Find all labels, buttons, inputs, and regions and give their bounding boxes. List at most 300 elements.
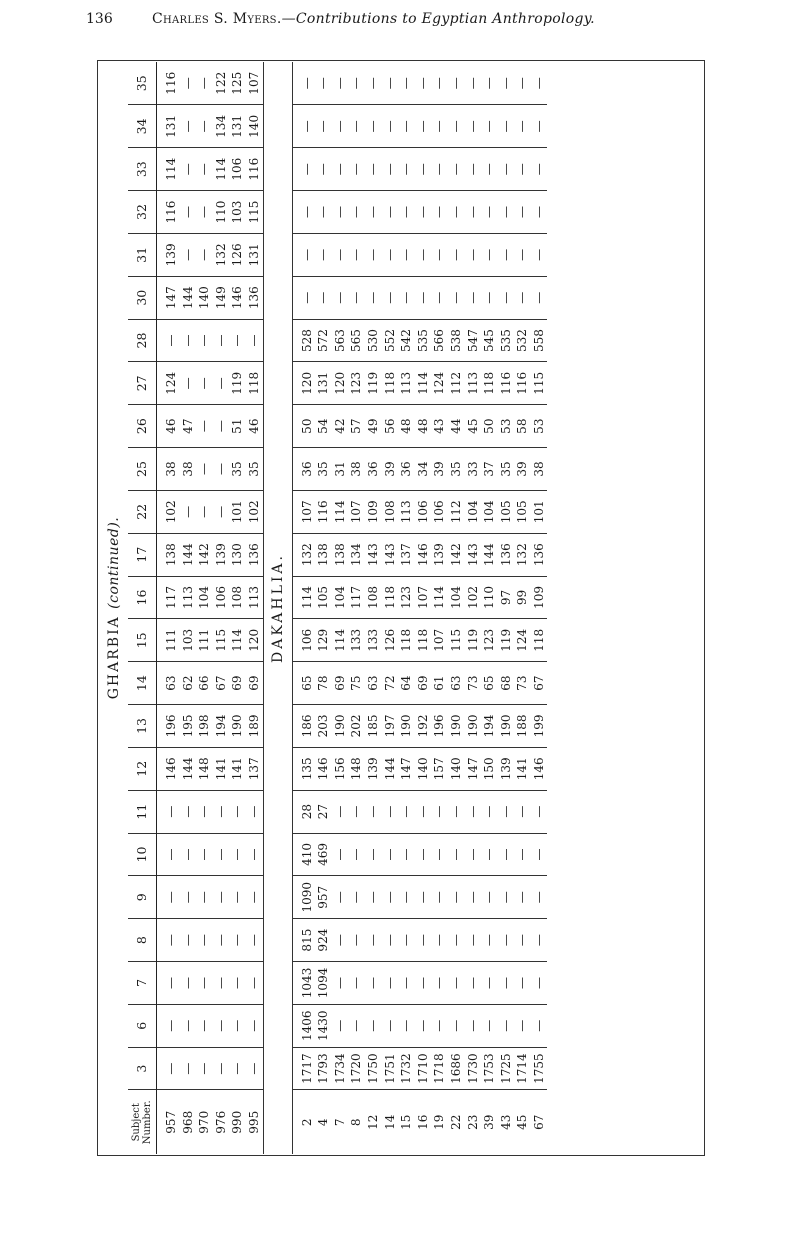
measurement-cell: 190	[465, 705, 482, 748]
measurement-cell: —	[431, 962, 448, 1005]
measurement-cell: 35	[246, 448, 263, 491]
measurement-cell: —	[246, 1047, 263, 1090]
measurement-cell: 141	[229, 747, 246, 790]
measurement-cell: 110	[213, 191, 230, 234]
measurement-cell: 140	[415, 747, 432, 790]
measurement-cell: 196	[163, 705, 180, 748]
measurement-cell: 136	[246, 276, 263, 319]
measurement-cell: 68	[498, 662, 515, 705]
measurement-cell: —	[514, 105, 531, 148]
measurement-cell: —	[498, 77, 513, 90]
measurement-cell: —	[332, 276, 349, 319]
measurement-cell: 38	[163, 448, 180, 491]
measurement-cell: —	[531, 919, 548, 962]
measurement-cell: —	[213, 448, 230, 491]
measurement-cell: —	[448, 1004, 465, 1047]
measurement-cell: 149	[213, 276, 230, 319]
measurement-cell: 1090	[299, 876, 316, 919]
column-header: 13	[128, 705, 157, 748]
measurement-cell: 48	[398, 405, 415, 448]
measurement-cell: 190	[229, 705, 246, 748]
measurement-cell: 139	[365, 747, 382, 790]
measurement-cell: 111	[196, 619, 213, 662]
measurement-cell: —	[382, 77, 397, 90]
measurement-cell: —	[365, 962, 382, 1005]
measurement-cell: —	[246, 790, 263, 833]
running-title	[152, 11, 595, 27]
measurement-cell: 50	[299, 405, 316, 448]
measurement-cell: —	[498, 1004, 515, 1047]
measurement-cell: 113	[465, 362, 482, 405]
measurement-cell: —	[348, 233, 365, 276]
measurement-cell: 143	[382, 533, 399, 576]
measurement-cell: —	[481, 105, 498, 148]
measurement-cell: 39	[514, 448, 531, 491]
measurement-cell: —	[316, 77, 331, 90]
measurement-cell: 116	[164, 71, 178, 95]
measurement-cell: 542	[398, 319, 415, 362]
measurement-cell: —	[481, 148, 498, 191]
measurement-cell: —	[365, 233, 382, 276]
measurement-cell: 203	[315, 705, 332, 748]
measurement-cell: 63	[448, 662, 465, 705]
measurement-cell: 1734	[332, 1047, 349, 1090]
measurement-cell: 131	[229, 105, 246, 148]
measurement-cell: —	[196, 148, 213, 191]
measurement-cell: 102	[465, 576, 482, 619]
measurement-cell: 123	[348, 362, 365, 405]
measurement-cell: 107	[348, 490, 365, 533]
measurement-cell: 66	[196, 662, 213, 705]
measurement-cell: 117	[348, 576, 365, 619]
measurement-cell: 114	[332, 490, 349, 533]
measurement-cell: —	[448, 833, 465, 876]
measurement-cell: —	[246, 919, 263, 962]
column-header: 17	[128, 533, 157, 576]
table-row	[398, 62, 415, 1154]
measurement-cell: 38	[348, 448, 365, 491]
measurement-cell: 116	[498, 362, 515, 405]
measurement-cell: —	[365, 77, 380, 90]
column-header: 8	[128, 919, 157, 962]
measurement-cell: —	[481, 276, 498, 319]
measurement-cell: 118	[481, 362, 498, 405]
measurement-cell: 190	[398, 705, 415, 748]
column-header: 11	[128, 790, 157, 833]
measurement-cell: 34	[415, 448, 432, 491]
measurement-cell: 189	[246, 705, 263, 748]
measurement-cell: —	[196, 962, 213, 1005]
measurement-cell: 1793	[315, 1047, 332, 1090]
measurement-cell: 109	[365, 490, 382, 533]
measurement-cell: —	[163, 962, 180, 1005]
measurement-cell: 39	[431, 448, 448, 491]
measurement-cell: —	[498, 962, 515, 1005]
measurement-cell: —	[398, 233, 415, 276]
measurement-cell: —	[415, 191, 432, 234]
running-header	[0, 0, 800, 42]
measurement-cell: —	[465, 919, 482, 962]
measurement-cell: —	[448, 148, 465, 191]
measurement-cell: 112	[448, 490, 465, 533]
measurement-cell: 46	[163, 405, 180, 448]
table-row	[465, 62, 482, 1154]
measurement-cell: 143	[465, 533, 482, 576]
measurement-cell: 99	[514, 576, 531, 619]
measurement-cell: 147	[465, 747, 482, 790]
measurement-cell: —	[213, 405, 230, 448]
measurement-cell: 124	[514, 619, 531, 662]
measurement-cell: —	[365, 833, 382, 876]
measurement-cell: —	[481, 790, 498, 833]
measurement-cell: —	[213, 1047, 230, 1090]
measurement-cell: 136	[531, 533, 548, 576]
measurement-cell: 410	[299, 833, 316, 876]
measurement-cell: 133	[365, 619, 382, 662]
measurement-cell: —	[398, 876, 415, 919]
measurement-cell: 105	[514, 490, 531, 533]
measurement-cell: —	[315, 276, 332, 319]
measurement-cell: 141	[514, 747, 531, 790]
measurement-cell: 146	[315, 747, 332, 790]
measurement-cell: 72	[382, 662, 399, 705]
measurement-cell: —	[531, 1004, 548, 1047]
measurement-cell: 42	[332, 405, 349, 448]
measurement-cell: 43	[431, 405, 448, 448]
measurement-cell: —	[180, 105, 197, 148]
measurement-cell: —	[348, 919, 365, 962]
measurement-cell: —	[163, 1047, 180, 1090]
measurement-cell: 532	[514, 319, 531, 362]
measurement-cell: 105	[315, 576, 332, 619]
measurement-cell: —	[315, 233, 332, 276]
measurement-cell: 1750	[365, 1047, 382, 1090]
measurement-cell: —	[431, 105, 448, 148]
measurement-cell: —	[415, 876, 432, 919]
measurement-cell: 565	[348, 319, 365, 362]
measurement-cell: 197	[382, 705, 399, 748]
measurement-cell: 124	[163, 362, 180, 405]
measurement-cell: —	[465, 276, 482, 319]
measurement-cell: —	[163, 319, 180, 362]
column-header: 31	[128, 233, 157, 276]
measurement-cell: 131	[246, 233, 263, 276]
measurement-cell: —	[365, 790, 382, 833]
measurement-cell: —	[498, 233, 515, 276]
measurement-cell: 67	[213, 662, 230, 705]
measurement-cell: 530	[365, 319, 382, 362]
measurement-cell: 924	[315, 919, 332, 962]
measurement-cell: 112	[448, 362, 465, 405]
measurement-cell: —	[415, 105, 432, 148]
measurement-cell: —	[365, 876, 382, 919]
measurement-cell: —	[415, 77, 430, 90]
measurement-cell: 118	[398, 619, 415, 662]
measurement-cell: —	[448, 876, 465, 919]
section-title: DAKAHLIA.	[263, 62, 292, 1154]
measurement-cell: —	[332, 833, 349, 876]
measurement-cell: —	[531, 962, 548, 1005]
measurement-cell: —	[531, 233, 548, 276]
measurement-cell: 53	[498, 405, 515, 448]
measurement-cell: —	[246, 876, 263, 919]
measurement-cell: —	[348, 148, 365, 191]
measurement-cell: 126	[229, 233, 246, 276]
measurement-cell: 144	[180, 533, 197, 576]
measurement-cell: 147	[163, 276, 180, 319]
measurement-cell: 1406	[299, 1004, 316, 1047]
measurement-cell: 104	[481, 490, 498, 533]
measurement-cell: —	[514, 276, 531, 319]
measurement-cell: —	[246, 319, 263, 362]
measurement-cell: —	[299, 233, 316, 276]
measurement-cell: —	[448, 276, 465, 319]
measurement-cell: —	[498, 148, 515, 191]
measurement-cell: —	[246, 1004, 263, 1047]
subject-number-cell: 22	[448, 1090, 465, 1154]
measurement-cell: 120	[246, 619, 263, 662]
measurement-cell: 104	[448, 576, 465, 619]
measurement-cell: —	[415, 962, 432, 1005]
measurement-cell: —	[514, 148, 531, 191]
measurement-cell: —	[398, 191, 415, 234]
measurement-cell: 106	[213, 576, 230, 619]
measurement-cell: —	[348, 962, 365, 1005]
measurement-cell: —	[498, 105, 515, 148]
column-header: 30	[128, 276, 157, 319]
measurement-cell: 50	[481, 405, 498, 448]
table-row	[163, 62, 180, 1154]
table-row	[196, 62, 213, 1154]
measurement-cell: 133	[348, 619, 365, 662]
measurement-cell: —	[163, 919, 180, 962]
measurement-cell: 113	[180, 576, 197, 619]
subject-number-cell: 43	[498, 1090, 515, 1154]
measurement-cell: —	[465, 790, 482, 833]
measurement-cell: 138	[332, 533, 349, 576]
measurement-cell: 27	[315, 790, 332, 833]
measurement-cell: —	[349, 77, 364, 90]
measurement-cell: 106	[299, 619, 316, 662]
measurement-cell: —	[348, 105, 365, 148]
subject-number-cell: 23	[465, 1090, 482, 1154]
measurement-cell: —	[399, 77, 414, 90]
measurement-cell: —	[431, 1004, 448, 1047]
measurement-cell: 108	[382, 490, 399, 533]
measurement-cell: 33	[465, 448, 482, 491]
measurement-cell: —	[348, 1004, 365, 1047]
measurement-cell: 140	[448, 747, 465, 790]
measurement-cell: —	[515, 77, 530, 90]
subject-number-cell: 995	[246, 1090, 263, 1154]
measurement-cell: 65	[481, 662, 498, 705]
measurement-cell: 1718	[431, 1047, 448, 1090]
measurement-cell: 141	[213, 747, 230, 790]
measurement-cell: —	[213, 490, 230, 533]
measurement-cell: —	[531, 276, 548, 319]
measurement-cell: 124	[431, 362, 448, 405]
measurement-cell: 111	[163, 619, 180, 662]
measurement-cell: —	[180, 1004, 197, 1047]
measurement-cell: 115	[246, 191, 263, 234]
measurement-cell: —	[465, 876, 482, 919]
measurement-cell: 47	[180, 405, 197, 448]
measurement-cell: 102	[163, 490, 180, 533]
measurement-cell: 196	[431, 705, 448, 748]
measurement-cell: —	[398, 1004, 415, 1047]
measurement-cell: 108	[365, 576, 382, 619]
author-name: Charles S. Myers.	[152, 11, 282, 27]
measurement-cell: 63	[365, 662, 382, 705]
measurement-cell: 118	[531, 619, 548, 662]
measurement-cell: 139	[498, 747, 515, 790]
measurement-cell: 134	[213, 105, 230, 148]
measurement-cell: 194	[481, 705, 498, 748]
measurement-cell: —	[348, 833, 365, 876]
measurement-cell: 192	[415, 705, 432, 748]
measurement-cell: 61	[431, 662, 448, 705]
measurement-cell: —	[163, 1004, 180, 1047]
measurement-cell: 104	[332, 576, 349, 619]
measurement-cell: —	[431, 790, 448, 833]
measurement-cell: 58	[514, 405, 531, 448]
measurement-cell: 101	[531, 490, 548, 533]
subject-number-cell: 19	[431, 1090, 448, 1154]
measurement-cell: —	[514, 833, 531, 876]
measurement-cell: —	[196, 1004, 213, 1047]
subject-number-cell: 45	[514, 1090, 531, 1154]
measurement-cell: 38	[180, 448, 197, 491]
measurement-cell: 132	[299, 533, 316, 576]
measurement-cell: 1717	[299, 1047, 316, 1090]
measurement-cell: —	[498, 919, 515, 962]
measurement-cell: —	[382, 105, 399, 148]
measurement-cell: —	[213, 962, 230, 1005]
measurement-cell: —	[332, 790, 349, 833]
measurement-cell: —	[415, 1004, 432, 1047]
measurement-cell: 132	[514, 533, 531, 576]
table-row	[315, 62, 332, 1154]
measurement-cell: 140	[196, 276, 213, 319]
measurement-cell: —	[299, 148, 316, 191]
measurement-cell: 190	[448, 705, 465, 748]
measurement-cell: —	[465, 191, 482, 234]
measurement-cell: 107	[431, 619, 448, 662]
column-header-row	[128, 62, 157, 1154]
measurement-cell: —	[448, 233, 465, 276]
measurement-cell: 116	[246, 148, 263, 191]
measurement-cell: —	[431, 233, 448, 276]
measurement-cell: 538	[448, 319, 465, 362]
subject-number-header: Subject Number.	[128, 1090, 157, 1154]
measurement-cell: —	[196, 919, 213, 962]
measurement-cell: 73	[514, 662, 531, 705]
measurement-cell: —	[498, 876, 515, 919]
measurement-cell: —	[481, 919, 498, 962]
measurement-cell: 1686	[448, 1047, 465, 1090]
measurement-cell: —	[196, 191, 213, 234]
measurement-cell: 194	[213, 705, 230, 748]
measurement-cell: —	[431, 833, 448, 876]
table-row	[382, 62, 399, 1154]
measurement-cell: —	[196, 319, 213, 362]
measurement-cell: —	[180, 191, 197, 234]
subject-number-cell: 4	[315, 1090, 332, 1154]
column-header: 7	[128, 962, 157, 1005]
measurement-cell: 107	[299, 490, 316, 533]
measurement-cell: 69	[246, 662, 263, 705]
column-header: 6	[128, 1004, 157, 1047]
measurement-cell: 1094	[315, 962, 332, 1005]
measurement-cell: 138	[315, 533, 332, 576]
measurement-cell: 35	[448, 448, 465, 491]
column-header: 3	[128, 1047, 157, 1090]
measurement-cell: 558	[531, 319, 548, 362]
measurement-cell: 552	[382, 319, 399, 362]
measurement-cell: —	[180, 319, 197, 362]
measurement-cell: 101	[229, 490, 246, 533]
measurement-cell: 106	[415, 490, 432, 533]
measurement-cell: 110	[481, 576, 498, 619]
measurement-cell: 137	[398, 533, 415, 576]
measurement-cell: —	[348, 191, 365, 234]
measurement-cell: 115	[213, 619, 230, 662]
measurement-cell: —	[531, 191, 548, 234]
measurement-cell: —	[332, 962, 349, 1005]
measurement-cell: 114	[431, 576, 448, 619]
measurement-cell: 815	[299, 919, 316, 962]
measurement-cell: —	[246, 962, 263, 1005]
measurement-cell: 469	[315, 833, 332, 876]
column-header: 35	[128, 62, 157, 105]
measurement-cell: 1730	[465, 1047, 482, 1090]
measurement-cell: —	[196, 362, 213, 405]
subject-number-cell: 7	[332, 1090, 349, 1154]
measurement-cell: —	[448, 105, 465, 148]
subject-number-cell: 15	[398, 1090, 415, 1154]
measurement-cell: —	[196, 233, 213, 276]
measurement-cell: —	[465, 1004, 482, 1047]
measurement-cell: 185	[365, 705, 382, 748]
measurement-cell: 195	[180, 705, 197, 748]
measurement-cell: 116	[315, 490, 332, 533]
measurement-cell: —	[398, 148, 415, 191]
measurement-cell: —	[398, 105, 415, 148]
measurement-cell: 113	[398, 490, 415, 533]
measurement-cell: 115	[531, 362, 548, 405]
measurement-cell: —	[398, 919, 415, 962]
measurement-cell: 134	[348, 533, 365, 576]
measurement-cell: —	[229, 319, 246, 362]
column-header: 15	[128, 619, 157, 662]
measurement-cell: 116	[514, 362, 531, 405]
measurement-cell: 63	[163, 662, 180, 705]
measurement-cell: 28	[299, 790, 316, 833]
measurement-cell: 36	[299, 448, 316, 491]
measurement-cell: 144	[180, 276, 197, 319]
measurement-cell: 535	[415, 319, 432, 362]
measurement-cell: —	[348, 790, 365, 833]
measurement-cell: 139	[431, 533, 448, 576]
subject-number-cell: 990	[229, 1090, 246, 1154]
measurement-cell: —	[481, 962, 498, 1005]
measurement-cell: 109	[531, 576, 548, 619]
measurement-cell: —	[213, 1004, 230, 1047]
measurement-cell: 150	[481, 747, 498, 790]
measurement-cell: —	[481, 233, 498, 276]
measurement-cell: 44	[448, 405, 465, 448]
measurement-cell: 97	[498, 576, 515, 619]
